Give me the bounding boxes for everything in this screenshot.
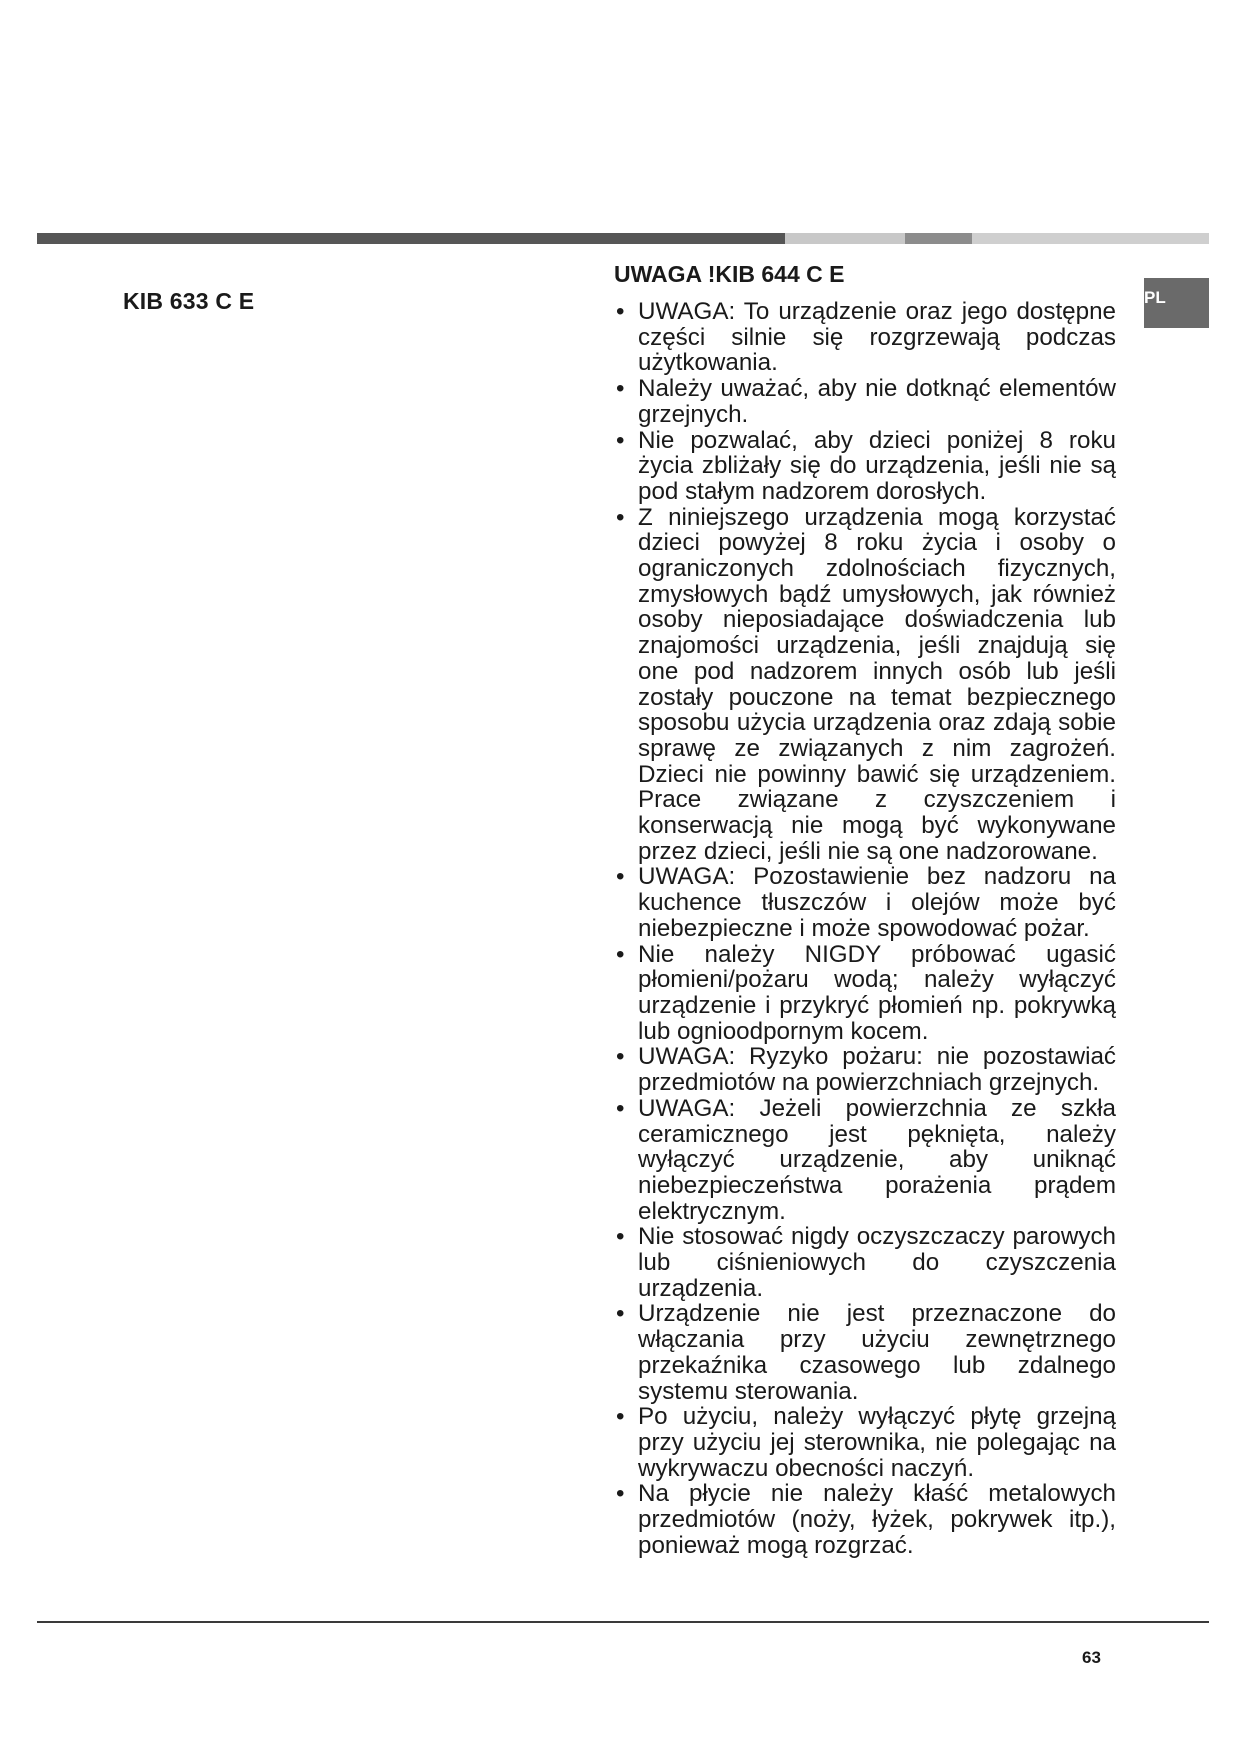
warning-column-title: UWAGA !KIB 644 C E bbox=[614, 261, 845, 287]
warning-item: • Urządzenie nie jest przeznaczone do włączania przy użyciu zewnętrznego przekaźnika czasowego lub zdalnego systemu sterowania. bbox=[616, 1301, 1116, 1404]
header-bar-light-right bbox=[972, 233, 1209, 244]
warning-item: • Na płycie nie należy kłaść metalowych przedmiotów (noży, łyżek, pokrywek itp.), ponieważ mogą rozgrzać. bbox=[616, 1481, 1116, 1558]
page-number: 63 bbox=[1082, 1648, 1101, 1667]
header-bar-dark bbox=[37, 233, 785, 244]
warning-item: • UWAGA: Jeżeli powierzchnia ze szkła ceramicznego jest pęknięta, należy wyłączyć urządzenie, aby uniknąć niebezpieczeństwa porażenia prądem elektrycznym. bbox=[616, 1096, 1116, 1225]
language-tab bbox=[1144, 278, 1209, 328]
footer-divider bbox=[37, 1621, 1209, 1623]
model-heading-left: KIB 633 C E bbox=[123, 288, 255, 314]
header-bar-light bbox=[785, 233, 905, 244]
warning-item: • UWAGA: Pozostawienie bez nadzoru na kuchence tłuszczów i olejów może być niebezpieczne i może spowodować pożar. bbox=[616, 864, 1116, 941]
warning-item: • Nie pozwalać, aby dzieci poniżej 8 roku życia zbliżały się do urządzenia, jeśli nie są pod stałym nadzorem dorosłych. bbox=[616, 428, 1116, 505]
warning-list bbox=[616, 299, 1116, 1558]
warning-item: • UWAGA: Ryzyko pożaru: nie pozostawiać przedmiotów na powierzchniach grzejnych. bbox=[616, 1044, 1116, 1095]
header-bar-mid bbox=[905, 233, 972, 244]
warning-item: • Nie należy NIGDY próbować ugasić płomieni/pożaru wodą; należy wyłączyć urządzenie i przykryć płomień np. pokrywką lub ognioodpornym kocem. bbox=[616, 942, 1116, 1045]
warning-item: • Z niniejszego urządzenia mogą korzystać dzieci powyżej 8 roku życia i osoby o ograniczonych zdolnościach fizycznych, zmysłowych bądź umysłowych, jak również osoby nieposiadające doświadczenia lub znajomości urządzenia, jeśli znajdują się one pod nadzorem innych osób lub jeśli zostały pouczone na temat bezpiecznego sposobu użycia urządzenia oraz zdają sobie sprawę ze związanych z nim zagrożeń. Dzieci nie powinny bawić się urządzeniem. Prace związane z czyszczeniem i konserwacją nie mogą być wykonywane przez dzieci, jeśli nie są one nadzorowane. bbox=[616, 505, 1116, 865]
warning-item: • UWAGA: To urządzenie oraz jego dostępne części silnie się rozgrzewają podczas użytkowania. bbox=[616, 299, 1116, 376]
warning-item: • Po użyciu, należy wyłączyć płytę grzejną przy użyciu jej sterownika, nie polegając na wykrywaczu obecności naczyń. bbox=[616, 1404, 1116, 1481]
language-tab-label: PL bbox=[1144, 288, 1166, 307]
warning-item: • Należy uważać, aby nie dotknąć elementów grzejnych. bbox=[616, 376, 1116, 427]
warning-item: • Nie stosować nigdy oczyszczaczy parowych lub ciśnieniowych do czyszczenia urządzenia. bbox=[616, 1224, 1116, 1301]
